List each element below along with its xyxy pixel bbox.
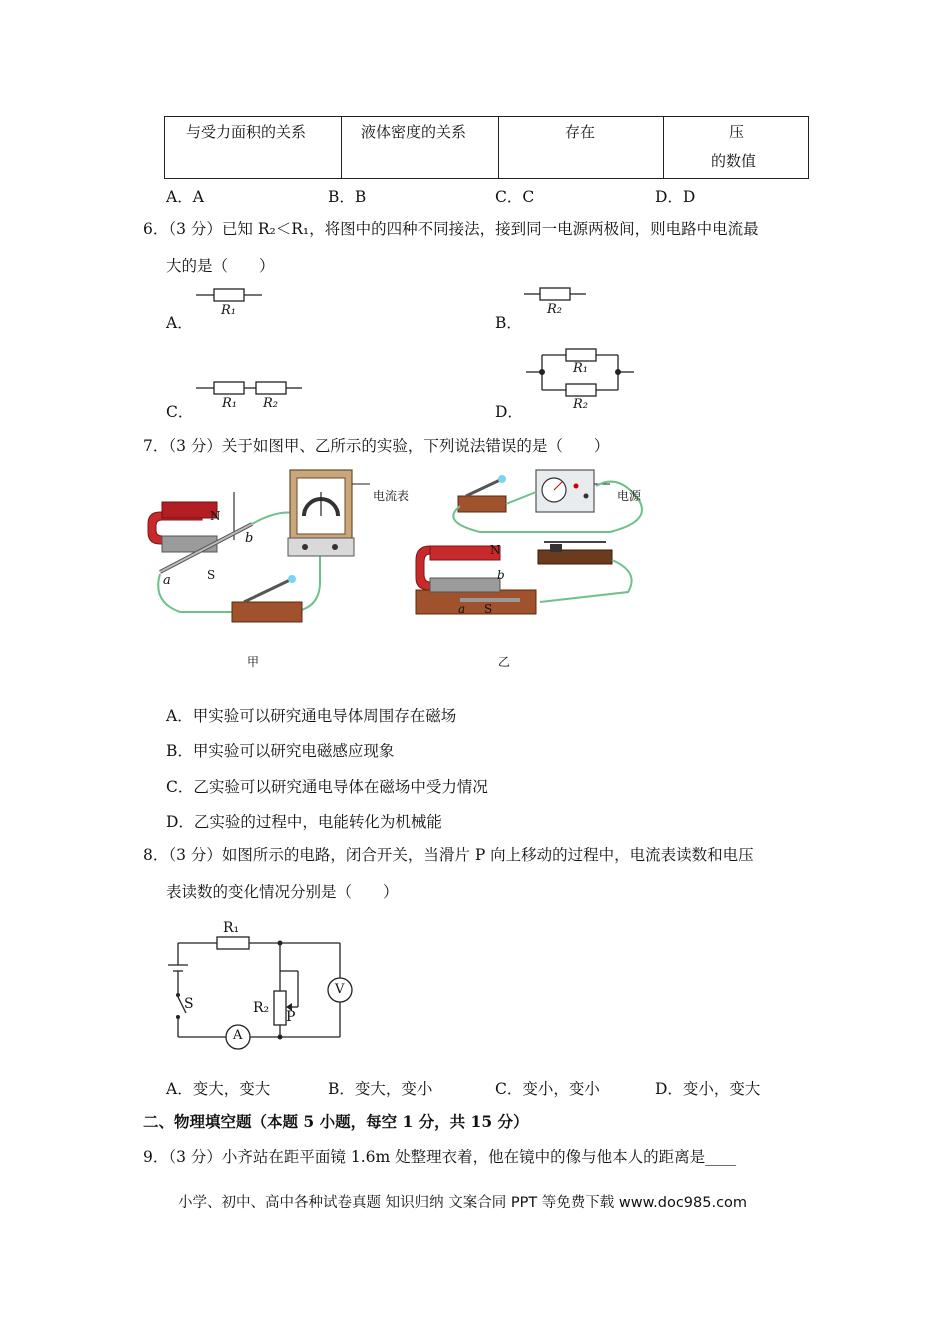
q6c-r2-label: R₂ bbox=[263, 396, 278, 411]
q8-stem-line2: 表读数的变化情况分别是（ ） bbox=[166, 883, 399, 901]
q5-option-c[interactable]: C．C bbox=[495, 188, 535, 206]
q8-r1-label: R₁ bbox=[223, 920, 240, 936]
section-heading: 二、物理填空题（本题 5 小题，每空 1 分，共 15 分） bbox=[143, 1112, 529, 1131]
q6-resistor-diagrams bbox=[0, 0, 950, 430]
q8-s-label: S bbox=[184, 996, 194, 1012]
fig-jia-n-label: N bbox=[210, 509, 221, 523]
q6d-r2-label: R₂ bbox=[573, 397, 588, 412]
q6-stem-line2: 大的是（ ） bbox=[166, 257, 275, 275]
q6d-r1-label: R₁ bbox=[573, 361, 588, 376]
q7-option-c[interactable]: C．乙实验可以研究通电导体在磁场中受力情况 bbox=[166, 778, 488, 796]
q6-stem-line1: 6．（3 分）已知 R₂＜R₁，将图中的四种不同接法，接到同一电源两极间，则电路中电流最 bbox=[143, 220, 759, 238]
fig-yi-s-label: S bbox=[484, 602, 493, 616]
q6-option-b[interactable]: B． bbox=[495, 314, 522, 332]
table-cell: 的数值 bbox=[711, 152, 757, 170]
fig-yi-b-label: b bbox=[497, 568, 505, 582]
page-footer: 小学、初中、高中各种试卷真题 知识归纳 文案合同 PPT 等免费下载 www.doc985.com bbox=[178, 1195, 748, 1211]
table-cell: 液体密度的关系 bbox=[361, 123, 467, 141]
fig-yi-n-label: N bbox=[490, 543, 501, 557]
q6-option-c[interactable]: C． bbox=[166, 403, 194, 421]
q5-option-a[interactable]: A．A bbox=[166, 188, 204, 206]
q8-ammeter-label: A bbox=[233, 1028, 243, 1043]
q7-stem: 7．（3 分）关于如图甲、乙所示的实验，下列说法错误的是（ ） bbox=[143, 437, 610, 455]
fig-jia-a-label: a bbox=[163, 573, 171, 588]
q7-option-d[interactable]: D．乙实验的过程中，电能转化为机械能 bbox=[166, 813, 442, 831]
q6-option-a[interactable]: A． bbox=[166, 314, 193, 332]
q7-option-a[interactable]: A．甲实验可以研究通电导体周围存在磁场 bbox=[166, 707, 457, 725]
q5-option-b[interactable]: B．B bbox=[328, 188, 367, 206]
q8-voltmeter-label: V bbox=[335, 982, 345, 997]
q9-stem: 9．（3 分）小齐站在距平面镜 1.6m 处整理衣着，他在镜中的像与他本人的距离是____ bbox=[143, 1148, 737, 1166]
q8-stem-line1: 8．（3 分）如图所示的电路，闭合开关，当滑片 P 向上移动的过程中，电流表读数和电压 bbox=[143, 846, 754, 864]
q8-option-c[interactable]: C．变小，变小 bbox=[495, 1080, 600, 1098]
table-cell: 存在 bbox=[565, 123, 596, 141]
q6a-r1-label: R₁ bbox=[221, 303, 236, 318]
q8-r2-label: R₂ bbox=[253, 1000, 270, 1016]
power-supply-label: 电源 bbox=[617, 489, 642, 503]
q5-option-d[interactable]: D．D bbox=[655, 188, 696, 206]
q8-option-b[interactable]: B．变大，变小 bbox=[328, 1080, 433, 1098]
fig-jia-b-label: b bbox=[245, 531, 254, 546]
q8-p-label: P bbox=[286, 1009, 296, 1025]
fig-jia-caption: 甲 bbox=[247, 655, 260, 669]
fig-jia-s-label: S bbox=[207, 568, 216, 582]
q6c-r1-label: R₁ bbox=[222, 396, 237, 411]
table-cell: 压 bbox=[729, 123, 745, 141]
ammeter-label: 电流表 bbox=[373, 489, 410, 503]
q8-option-d[interactable]: D．变小，变大 bbox=[655, 1080, 761, 1098]
q8-option-a[interactable]: A．变大，变大 bbox=[166, 1080, 271, 1098]
fig-yi-a-label: a bbox=[458, 602, 466, 616]
fig-yi-caption: 乙 bbox=[498, 655, 511, 669]
q7-option-b[interactable]: B．甲实验可以研究电磁感应现象 bbox=[166, 742, 395, 760]
table-cell: 与受力面积的关系 bbox=[186, 123, 307, 141]
q6-option-d[interactable]: D． bbox=[495, 403, 523, 421]
q6b-r2-label: R₂ bbox=[547, 302, 562, 317]
